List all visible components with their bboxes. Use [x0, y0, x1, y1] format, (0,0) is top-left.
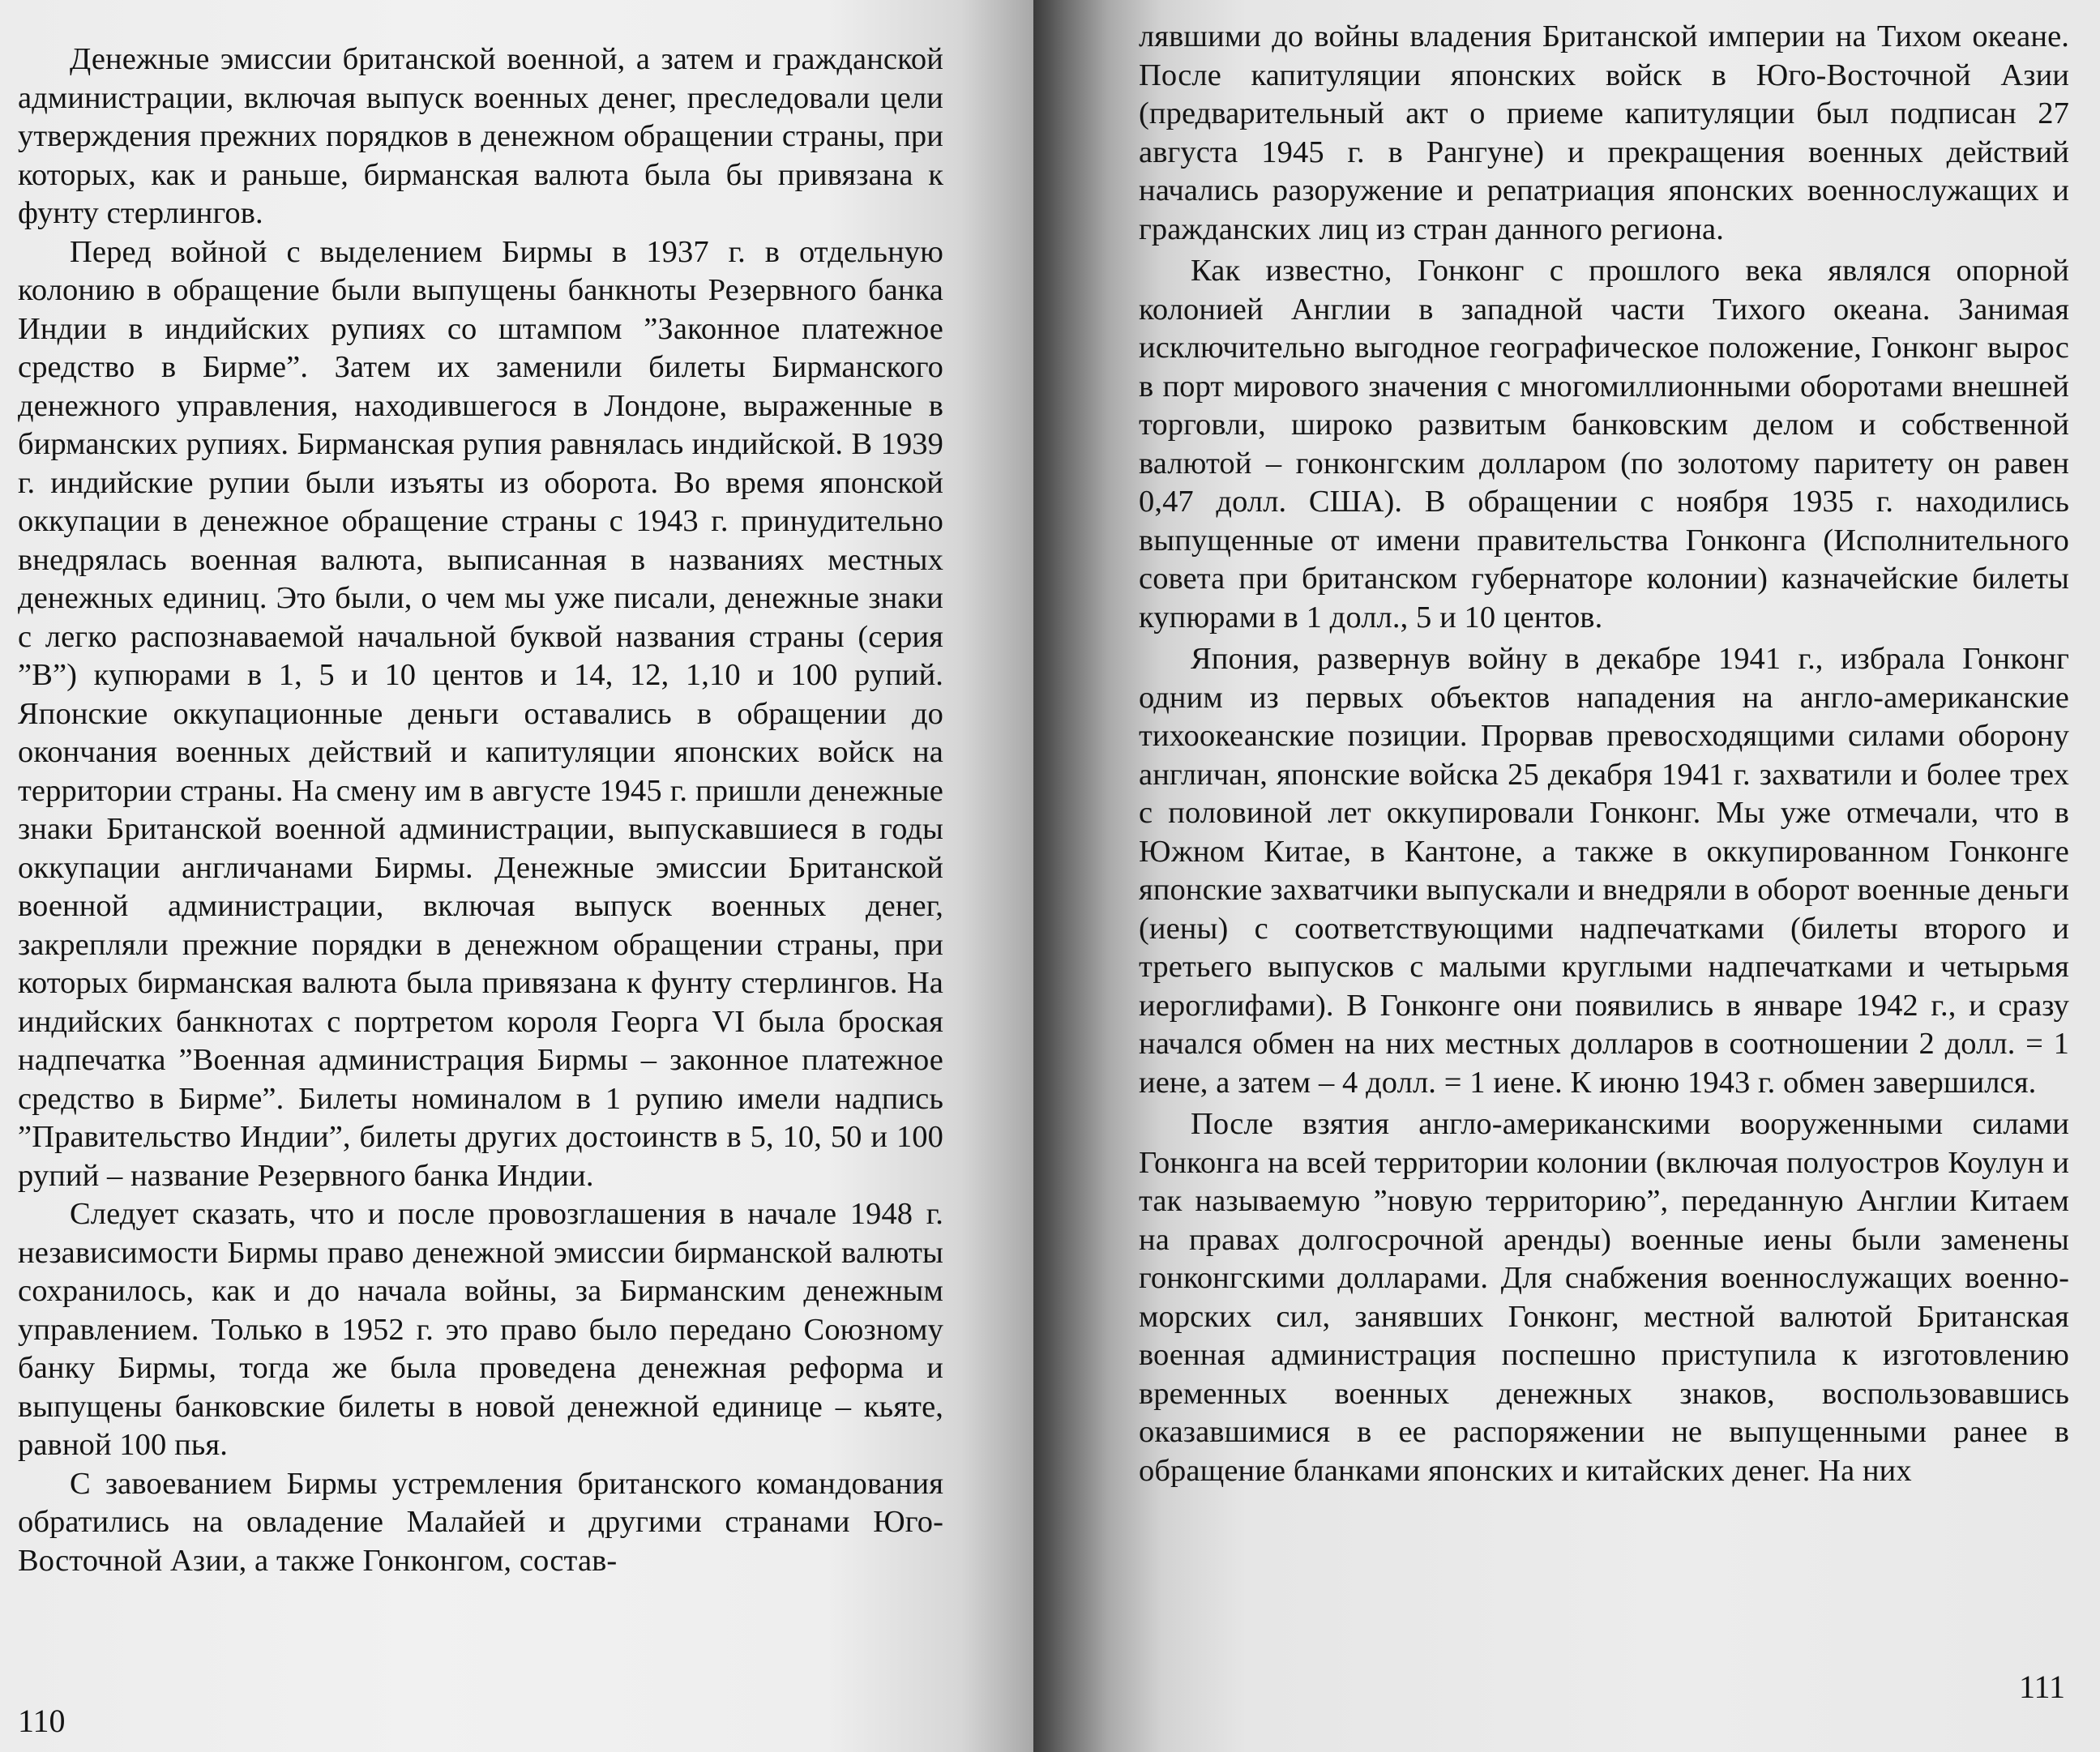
left-paragraph-4: С завоеванием Бирмы устремления британского командования обратились на овладение Малайей и другими странами Юго-Восточной Азии, а также Гонконгом, состав- [18, 1466, 943, 1578]
left-page-number: 110 [18, 1703, 66, 1739]
right-paragraph-1: лявшими до войны владения Британской империи на Тихом океане. После капитуляции японских войск в Юго-Восточной Азии (предварительный акт о приеме капитуляции был подписан 27 августа 1945 г. в Рангуне) и прекращения военных действий начались разоружение и репатриация японских военнослужащих и гражданских лиц из стран данного региона. [1139, 19, 2069, 246]
left-paragraph-2: Перед войной с выделением Бирмы в 1937 г. в отдельную колонию в обращение были выпущены банкноты Резервного банка Индии в индийских рупиях со штампом ”Законное платежное средство в Бирме”. Затем их заменили билеты Бирманского денежного управления, находившегося в Лондоне, выраженные в бирманских рупиях. Бирманская рупия равнялась индийской. В 1939 г. индийские рупии были изъяты из оборота. Во время японской оккупации в денежное обращение страны с 1943 г. принудительно внедрялась военная валюта, выписанная в названиях местных денежных единиц. Это были, о чем мы уже писали, денежные знаки с легко распознаваемой начальной буквой названия страны (серия ”В”) купюрами в 1, 5 и 10 центов и 14, 12, 1,10 и 100 рупий. Японские оккупационные деньги оставались в обращении до окончания военных действий и капитуляции японских войск на территории страны. На смену им в августе 1945 г. пришли денежные знаки Британской военной администрации, выпускавшиеся в годы оккупации англичанами Бирмы. Денежные эмиссии Британской военной администрации, включая выпуск военных денег, закрепляли прежние порядки в денежном обращении страны, при которых бирманская валюта была привязана к фунту стерлингов. На индийских банкнотах с портретом короля Георга VI была броская надпечатка ”Военная администрация Бирмы – законное платежное средство в Бирме”. Билеты номиналом в 1 рупию имели надпись ”Правительство Индии”, билеты других достоинств в 5, 10, 50 и 100 рупий – название Резервного банка Индии. [18, 234, 943, 1193]
right-page-number: 111 [2019, 1669, 2066, 1705]
right-paragraph-4: После взятия англо-американскими вооруженными силами Гонконга на всей территории колонии (включая полуостров Коулун и так называемую ”новую территорию”, переданную Англии Китаем на правах долгосрочной аренды) военные иены были заменены гонконгскими долларами. Для снабжения военнослужащих военно-морских сил, занявших Гонконг, местной валютой Британская военная администрация поспешно приступила к изготовлению временных военных денежных знаков, воспользовавшись оказавшимися в ее распоряжении не выпущенными ранее в обращение бланками японских и китайских денег. На них [1139, 1107, 2069, 1488]
right-paragraph-2: Как известно, Гонконг с прошлого века являлся опорной колонией Англии в западной части Тихого океана. Занимая исключительно выгодное географическое положение, Гонконг вырос в порт мирового значения с многомиллионными оборотами внешней торговли, широко развитым банковским делом и собственной валютой – гонконгским долларом (по золотому паритету он равен 0,47 долл. США). В обращении с ноября 1935 г. находились выпущенные от имени правительства Гонконга (Исполнительного совета при британском губернаторе колонии) казначейские билеты купюрами в 1 долл., 5 и 10 центов. [1139, 254, 2069, 635]
left-page [0, 0, 1033, 1752]
right-page [1033, 0, 2100, 1752]
left-paragraph-1: Денежные эмиссии британской военной, а затем и гражданской администрации, включая выпуск военных денег, преследовали цели утверждения прежних порядков в денежном обращении страны, при которых, как и раньше, бирманская валюта была бы привязана к фунту стерлингов. [18, 42, 943, 230]
left-page-text [18, 41, 943, 1580]
right-page-text [1139, 18, 2069, 1490]
right-paragraph-3: Япония, развернув войну в декабре 1941 г., избрала Гонконг одним из первых объектов нападения на англо-американские тихоокеанские позиции. Прорвав превосходящими силами оборону англичан, японские войска 25 декабря 1941 г. захватили и более трех с половиной лет оккупировали Гонконг. Мы уже отмечали, что в Южном Китае, в Кантоне, а также в оккупированном Гонконге японские захватчики выпускали и внедряли в оборот военные деньги (иены) с соответствующими надпечатками (билеты второго и третьего выпусков с малыми круглыми надпечатками и четырьмя иероглифами). В Гонконге они появились в январе 1942 г., и сразу начался обмен на них местных долларов в соотношении 2 долл. = 1 иене, а затем – 4 долл. = 1 иене. К июню 1943 г. обмен завершился. [1139, 642, 2069, 1100]
left-paragraph-3: Следует сказать, что и после провозглашения в начале 1948 г. независимости Бирмы право денежной эмиссии бирманской валюты сохранилось, как и до начала войны, за Бирманским денежным управлением. Только в 1952 г. это право было передано Союзному банку Бирмы, тогда же была проведена денежная реформа и выпущены банковские билеты в новой денежной единице – кьяте, равной 100 пья. [18, 1197, 943, 1462]
